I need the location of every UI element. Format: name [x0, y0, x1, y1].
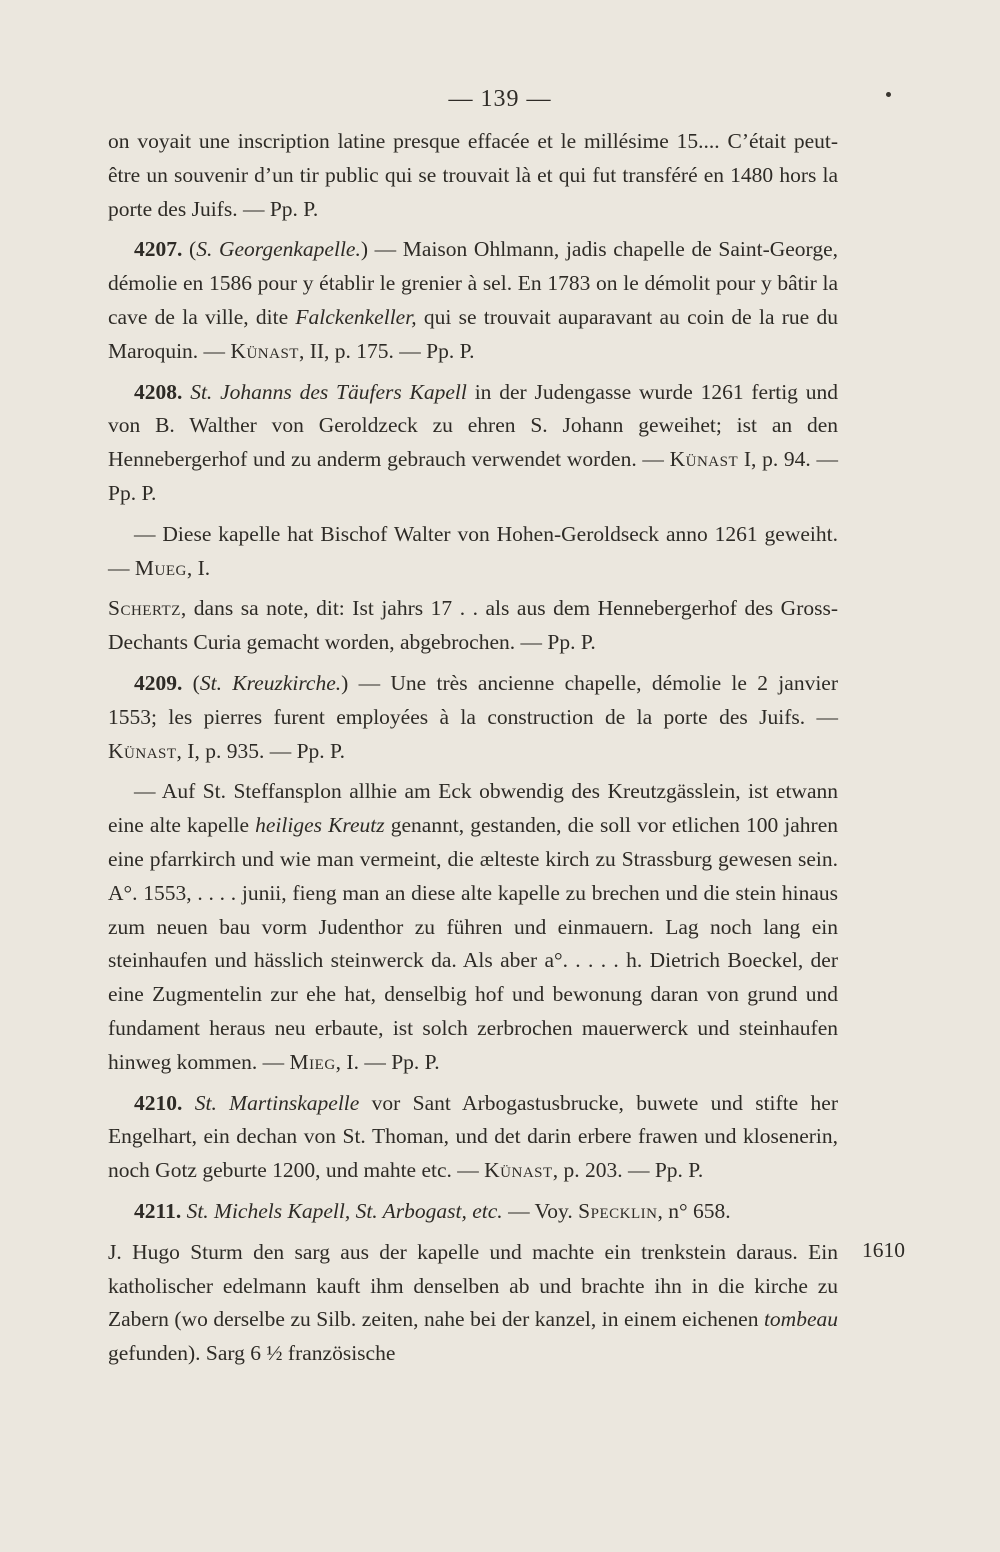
text: ( — [182, 237, 197, 262]
text: ( — [182, 670, 200, 695]
source-name: Künast — [108, 738, 177, 763]
text: , I. — Pp. P. — [335, 1049, 440, 1074]
text: , II, p. 175. — Pp. P. — [298, 338, 475, 363]
entry-title: St. Johanns des Täufers Kapell — [190, 379, 467, 404]
text: on voyait une inscription latine presque effacée et le millésime 15.... C’était peut-être un souvenir d’un tir public qui se trouvait là et qui fut transféré en 1480 hors la porte des Juifs. — Pp. P. — [108, 129, 838, 221]
text: genannt, gestanden, die soll vor etlichen 100 jahren eine pfarrkirch und wie man vermeint, die ælteste kirch zu Strassburg gewesen sein. A°. 1553, . . . . junii, fieng man an diese alte kapelle zu brechen und die stein hinaus zum neuen bau vorm Judenthor zu führen und einmauern. Lag noch lang ein steinhaufen und hässlich steinwerck da. Als aber a°. . . . . h. Dietrich Boeckel, der eine Zugmentelin zur ehe hat, denselbig hof und bewonung daran von grund und fundament heraus neu erbaute, ist solch zerbrochen mauerwerck und steinhaufen hinweg kommen. — — [108, 813, 838, 1074]
source-name: Mueg — [134, 555, 187, 580]
text: — Diese kapelle hat Bischof Walter von Hohen-Geroldseck anno 1261 geweiht. — — [108, 521, 838, 580]
entry-number: 4210. — [134, 1090, 183, 1115]
text: ) — Maison Ohlmann, jadis chapelle de Saint-George, démolie en 1586 pour y établir le grenier à sel. En 1783 on le démolit pour y bâtir la cave de la ville, dite — [108, 237, 838, 329]
text: J. Hugo Sturm den sarg aus der kapelle und machte ein trenkstein daraus. Ein katholischer edelmann kauft ihm denselben ab und brachte ihn in die kirche zu Zabern (wo derselbe zu Silb. zeiten, nahe bei der kanzel, in einem eichenen — [108, 1239, 838, 1332]
quote-paragraph — [108, 518, 838, 586]
entry-4208 — [108, 376, 838, 511]
text: , n° 658. — [657, 1198, 731, 1223]
text: , I. — [186, 555, 211, 580]
margin-year: 1610 — [862, 1238, 905, 1262]
entry-number: 4208. — [134, 379, 183, 404]
page-number: — 139 — — [448, 86, 552, 112]
entry-number: 4209. — [134, 670, 183, 695]
entry-title: S. Georgenkapelle. — [196, 237, 361, 262]
text: , p. 203. — Pp. P. — [552, 1158, 704, 1183]
entry-4209 — [108, 667, 838, 768]
entry-4210 — [108, 1087, 838, 1188]
text: — Voy. — [502, 1198, 579, 1223]
text: , I, p. 935. — Pp. P. — [176, 738, 345, 763]
entry-number: 4207. — [134, 237, 183, 262]
entry-4211 — [108, 1195, 838, 1229]
text: I, p. 94. — Pp. P. — [108, 447, 838, 505]
paragraph-continuing — [108, 1236, 838, 1371]
text: qui se trouvait auparavant au coin de la rue du Maroquin. — — [108, 304, 838, 363]
source-name: Künast — [484, 1158, 553, 1183]
entry-title: St. Martinskapelle — [194, 1090, 360, 1115]
source-name: Schertz — [108, 596, 181, 621]
paragraph-continuation — [108, 125, 838, 226]
body-text — [108, 125, 838, 1378]
source-name: Specklin — [578, 1198, 658, 1223]
entry-title: St. Kreuzkirche. — [199, 670, 342, 695]
text: ) — Une très ancienne chapelle, démolie le 2 janvier 1553; les pierres furent employées à la construction de la porte des Juifs. — — [108, 670, 838, 729]
ink-dot — [886, 92, 891, 97]
note-paragraph — [108, 592, 838, 660]
source-name: Künast — [669, 447, 739, 472]
entry-number: 4211. — [134, 1198, 182, 1223]
italic-term: tombeau — [763, 1307, 838, 1332]
text: — Auf St. Steffansplon allhie am Eck obwendig des Kreutzgässlein, ist etwann eine alte kapelle — [108, 779, 838, 838]
text — [182, 1091, 194, 1115]
text: , dans sa note, dit: Ist jahrs 17 . . als aus dem Hennebergerhof des Gross-Dechants Curia gemacht worden, abgebrochen. — Pp. P. — [108, 596, 838, 655]
source-name: Mieg — [289, 1049, 336, 1074]
text: in der Judengasse wurde 1261 fertig und von B. Walther von Geroldzeck zu ehren S. Johann geweihet; ist an den Hennebergerhof und zu anderm gebrauch verwendet worden. — — [108, 379, 838, 472]
italic-term: Falckenkeller, — [295, 304, 417, 329]
source-name: Künast — [230, 338, 299, 363]
entry-4207 — [108, 233, 838, 368]
text: vor Sant Arbogastusbrucke, buwete und stifte her Engelhart, ein dechan von St. Thoman, und det darin erbere frawen und klosenerin, noch Gotz geburte 1200, und mahte etc. — — [108, 1090, 839, 1183]
italic-term: heiliges Kreutz — [255, 813, 385, 838]
quote-paragraph — [108, 775, 838, 1079]
text: gefunden). Sarg 6 ½ französische — [108, 1341, 396, 1366]
entry-title: St. Michels Kapell, St. Arbogast, etc. — [186, 1198, 503, 1223]
